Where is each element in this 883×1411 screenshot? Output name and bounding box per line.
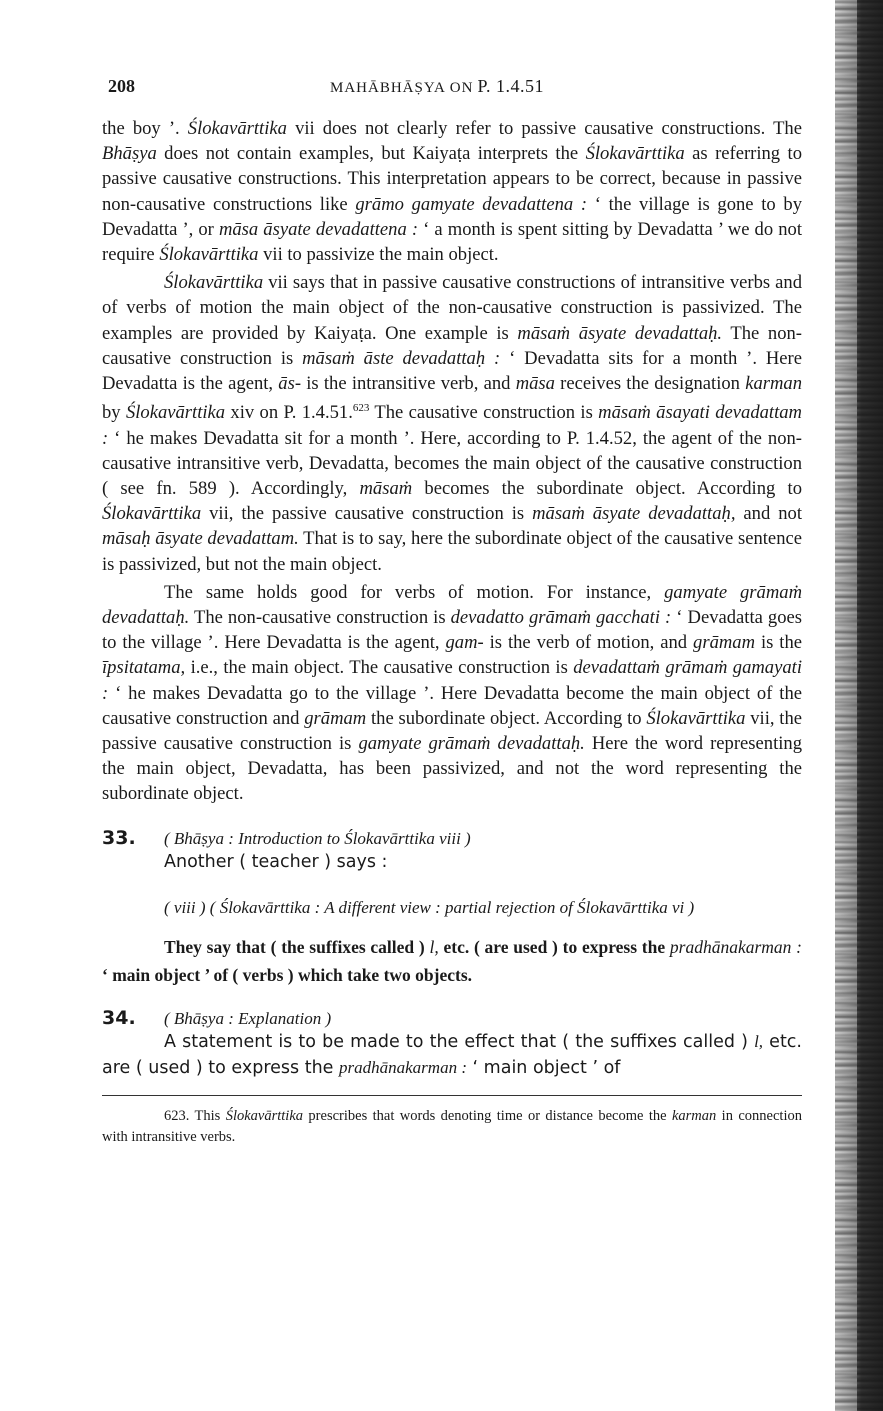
running-head-title: MAHĀBHĀṢYA ON [330, 80, 474, 96]
section-33-heading [102, 827, 802, 849]
varttika-8-title: ( viii ) ( Ślokavārttika : A different view : partial rejection of Ślokavārttika vi ) [164, 897, 695, 917]
section-34-heading [102, 1007, 802, 1029]
page-header [102, 70, 802, 100]
section-33-text: Another ( teacher ) says : [164, 851, 388, 872]
section-34-text: A statement is to be made to the effect that ( the suffixes called ) l, etc. are ( used ) to express the pradhānakarman : ‘ main object ’ of [102, 1031, 802, 1078]
paragraph-1: the boy ’. Ślokavārttika vii does not clearly refer to passive causative constructions. The Bhāṣya does not contain examples, but Kaiyaṭa interprets the Ślokavārttika as referring to passive causative constructions. This interpretation appears to be correct, because in passive non-causative constructions like grāmo gamyate devadattena : ‘ the village is gone to by Devadatta ’, or māsa āsyate devadattena : ‘ a month is spent sitting by Devadatta ’ we do not require Ślokavārttika vii to passivize the main object. [102, 118, 803, 266]
running-head [330, 76, 544, 97]
scan-shadow-edge [835, 0, 883, 1411]
varttika-8-text: They say that ( the suffixes called ) l, etc. ( are used ) to express the pradhānakarman : ‘ main object ’ of ( verbs ) which take two objects. [102, 936, 802, 985]
section-title: ( Bhāṣya : Introduction to Ślokavārttika viii ) [164, 828, 471, 848]
footnote-623: 623. This Ślokavārttika prescribes that words denoting time or distance become the karman in connection with intransitive verbs. [102, 1107, 802, 1145]
section-number: 34. [102, 1006, 136, 1029]
footnote-ref: 623 [352, 402, 370, 415]
running-head-reference: P. 1.4.51 [477, 76, 544, 96]
book-page [102, 70, 802, 1148]
section-number: 33. [102, 826, 136, 849]
paragraph-3: The same holds good for verbs of motion. For instance, gamyate grāmaṁ devadattaḥ. The non-causative construction is devadatto grāmaṁ gacchati : ‘ Devadatta goes to the village ’. Here Devadatta is the agent, gam- is the verb of motion, and grāmam is the īpsitatama, i.e., the main object. The causative construction is devadattaṁ grāmaṁ gamayati : ‘ he makes Devadatta go to the village ’. Here Devadatta become the main object of the causative construction and grāmam the subordinate object. According to Ślokavārttika vii, the passive causative construction is gamyate grāmaṁ devadattaḥ. Here the word representing the main object, Devadatta, has been passivized, and not the word representing the subordinate object. [102, 581, 802, 805]
section-title: ( Bhāṣya : Explanation ) [164, 1008, 332, 1028]
paragraph-2: Ślokavārttika vii says that in passive causative constructions of intransitive verbs and of verbs of motion the main object of the non-causative construction is passivized. The examples are provided by Kaiyaṭa. One example is māsaṁ āsyate devadattaḥ. The non-causative construction is māsaṁ āste devadattaḥ : ‘ Devadatta sits for a month ’. Here Devadatta is the agent, ās- is the intransitive verb, and māsa receives the designation karman by Ślokavārttika xiv on P. 1.4.51.$^{623}$ The causative construction is māsaṁ āsayati devadattam : ‘ he makes Devadatta sit for a month ’. Here, according to P. 1.4.52, the agent of the non-causative intransitive verb, Devadatta, becomes the main object of the causative construction ( see fn. 589 ). Accordingly, māsaṁ becomes the subordinate object. According to Ślokavārttika vii, the passive causative construction is māsaṁ āsyate devadattaḥ, and not māsaḥ āsyate devadattam. That is to say, here the subordinate object of the causative sentence is passivized, but not the main object. [102, 272, 802, 575]
page-number: 208 [108, 76, 135, 96]
footnote-divider [102, 1095, 802, 1096]
